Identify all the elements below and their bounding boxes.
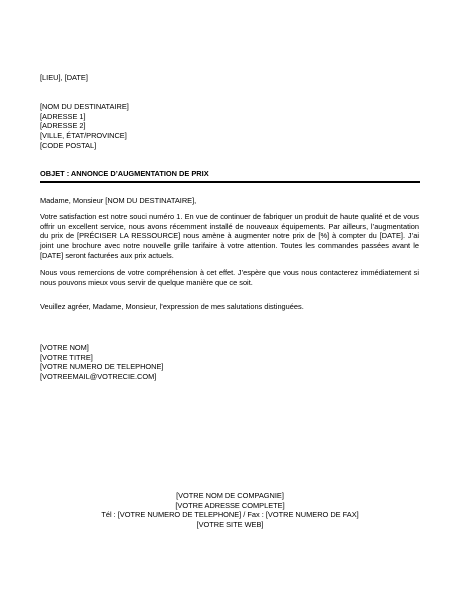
- place-date-text: [LIEU], [DATE]: [40, 73, 88, 82]
- signature-email: [VOTREEMAIL@VOTRECIE.COM]: [40, 371, 157, 381]
- place-date: [40, 73, 419, 83]
- recipient-address-2: [ADRESSE 2]: [40, 121, 86, 131]
- subject-text: OBJET : ANNONCE D’AUGMENTATION DE PRIX: [40, 169, 209, 178]
- salutation-text: Madame, Monsieur [NOM DU DESTINATAIRE],: [40, 196, 197, 205]
- body-paragraph-1: Votre satisfaction est notre souci numéro 1. En vue de continuer de fabriquer un produit de haute qualité et de vous offrir un excellent service, nous avons récemment installé de nouveaux équipements. Par ailleurs, l’augmentation du prix de [PRÉCISER LA RESSOURCE] nous amène à augmenter notre prix de [%] à compter du [DATE]. J’ai joint une brochure avec notre nouvelle grille tarifaire à votre attention. Toutes les commandes passées avant le [DATE] seront facturées aux prix actuels.: [40, 212, 419, 260]
- footer-contact: Tél : [VOTRE NUMERO DE TELEPHONE] / Fax : [VOTRE NUMERO DE FAX]: [101, 510, 359, 520]
- body-paragraph-2: Nous vous remercions de votre compréhension à cet effet. J’espère que vous nous contacterez immédiatement si nous pouvons mieux vous servir de quelque manière que ce soit.: [40, 268, 419, 287]
- closing-text: Veuillez agréer, Madame, Monsieur, l’expression de mes salutations distinguées.: [40, 302, 304, 311]
- footer-company: [VOTRE NOM DE COMPAGNIE]: [176, 491, 284, 500]
- letterhead-footer: [0, 491, 460, 530]
- recipient-city-state: [VILLE, ÉTAT/PROVINCE]: [40, 130, 127, 140]
- signature-block: [40, 343, 419, 382]
- recipient-address-1: [ADRESSE 1]: [40, 111, 86, 121]
- signature-phone: [VOTRE NUMERO DE TELEPHONE]: [40, 362, 164, 372]
- subject-line: [40, 169, 419, 179]
- recipient-postal-code: [CODE POSTAL]: [40, 140, 97, 150]
- closing: [40, 302, 419, 312]
- recipient-name: [NOM DU DESTINATAIRE]: [40, 102, 129, 111]
- signature-title: [VOTRE TITRE]: [40, 352, 93, 362]
- subject-divider: [40, 181, 420, 183]
- recipient-address: [40, 102, 419, 150]
- salutation: [40, 196, 419, 206]
- footer-website: [VOTRE SITE WEB]: [196, 519, 264, 529]
- footer-address: [VOTRE ADRESSE COMPLETE]: [175, 500, 285, 510]
- signature-name: [VOTRE NOM]: [40, 343, 89, 352]
